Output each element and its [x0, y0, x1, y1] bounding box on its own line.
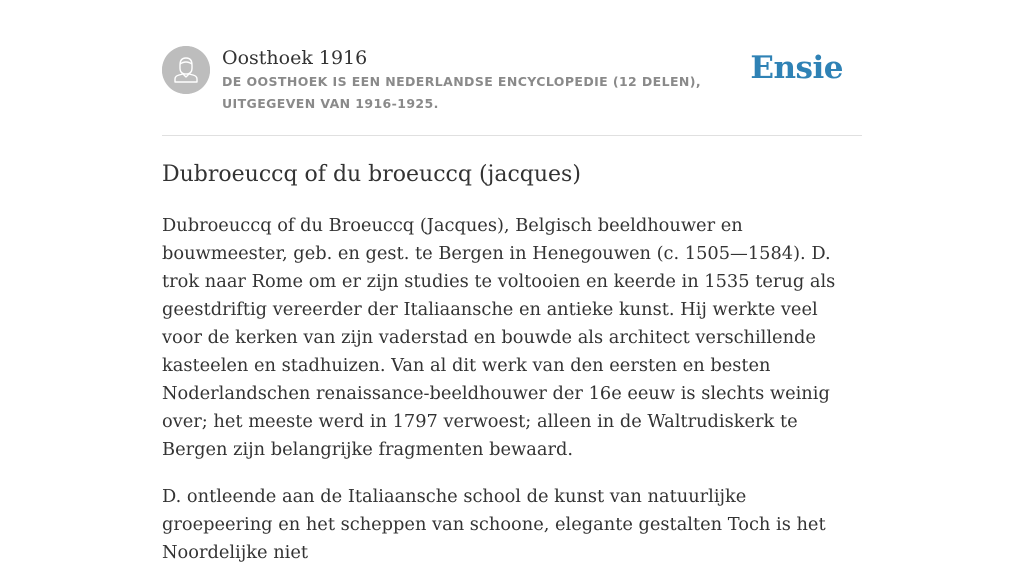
article-paragraph: D. ontleende aan de Italiaansche school de kunst van natuurlijke groepeering en het scheppen van schoone, elegante gestalten Toch is het Noordelijke niet	[162, 486, 826, 563]
brand-logo[interactable]: Ensie	[750, 50, 843, 86]
article-body	[162, 212, 862, 586]
source-header	[162, 46, 862, 116]
avatar[interactable]	[162, 46, 210, 94]
source-description: DE OOSTHOEK IS EEN NEDERLANDSE ENCYCLOPEDIE (12 DELEN), UITGEGEVEN VAN 1916-1925.	[222, 74, 702, 111]
article-title: Dubroeuccq of du broeuccq (jacques)	[162, 162, 581, 187]
article-paragraph: Dubroeuccq of du Broeuccq (Jacques), Belgisch beeldhouwer en bouwmeester, geb. en gest. te Bergen in Henegouwen (c. 1505—1584). D. trok naar Rome om er zijn studies te voltooien en keerde in 1535 terug als geestdriftig vereerder der Italiaansche en antieke kunst. Hij werkte veel voor de kerken van zijn vaderstad en bouwde als architect verschillende kasteelen en stadhuizen. Van al dit werk van den eersten en besten Noderlandschen renaissance-beeldhouwer der 16e eeuw is slechts weinig over; het meeste werd in 1797 verwoest; alleen in de Waltrudiskerk te Bergen zijn belangrijke fragmenten bewaard.	[162, 215, 836, 460]
source-title[interactable]: Oosthoek 1916	[222, 47, 368, 69]
source-info	[222, 46, 762, 115]
header-divider	[162, 135, 862, 136]
user-icon	[162, 46, 210, 94]
